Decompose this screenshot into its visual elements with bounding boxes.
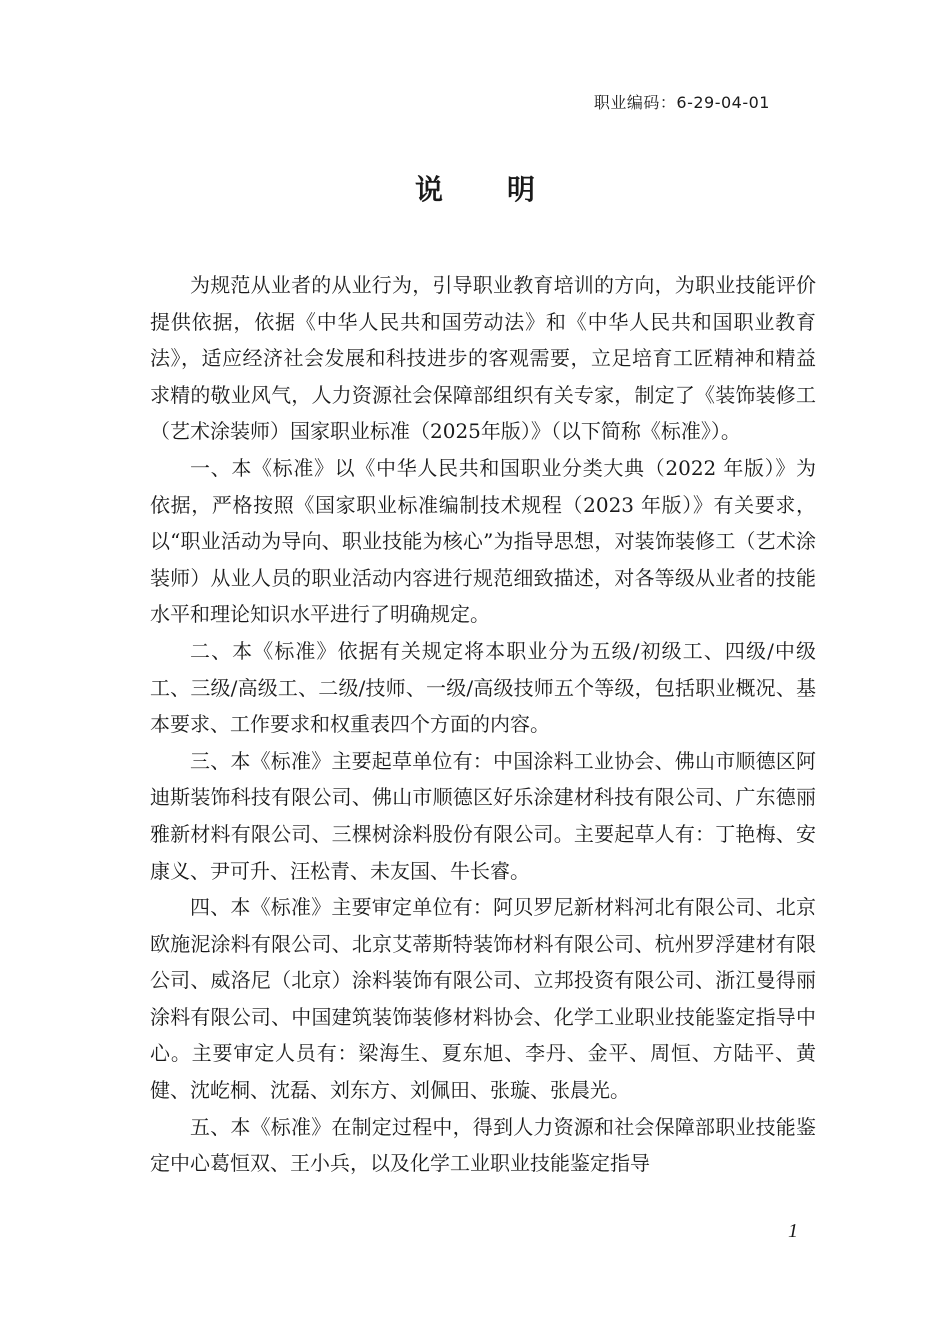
paragraph-intro: 为规范从业者的从业行为，引导职业教育培训的方向，为职业技能评价提供依据，依据《中华人民共和国劳动法》和《中华人民共和国职业教育法》，适应经济社会发展和科技进步的客观需要，立足培育工匠精神和精益求精的敬业风气，人力资源社会保障部组织有关专家，制定了《装饰装修工（艺术涂装师）国家职业标准（2025年版）》（以下简称《标准》）。: [150, 273, 816, 444]
paragraph-4: 四、本《标准》主要审定单位有：阿贝罗尼新材料河北有限公司、北京欧施泥涂料有限公司、北京艾蒂斯特装饰材料有限公司、杭州罗浮建材有限公司、威洛尼（北京）涂料装饰有限公司、立邦投资有限公司、浙江曼得丽涂料有限公司、中国建筑装饰装修材料协会、化学工业职业技能鉴定指导中心。主要审定人员有：梁海生、夏东旭、李丹、金平、周恒、方陆平、黄健、沈屹桐、沈磊、刘东方、刘佩田、张璇、张晨光。: [150, 895, 816, 1103]
title-char-2: 明: [507, 173, 536, 206]
paragraph-1: 一、本《标准》以《中华人民共和国职业分类大典（2022 年版）》为依据，严格按照《国家职业标准编制技术规程（2023 年版）》有关要求，以“职业活动为导向、职业技能为核心”为指导思想，对装饰装修工（艺术涂装师）从业人员的职业活动内容进行规范细致描述，对各等级从业者的技能水平和理论知识水平进行了明确规定。: [150, 455, 816, 627]
document-body: [150, 267, 816, 1182]
page-number: 1: [788, 1220, 798, 1242]
paragraph-3: 三、本《标准》主要起草单位有：中国涂料工业协会、佛山市顺德区阿迪斯装饰科技有限公司、佛山市顺德区好乐涂建材科技有限公司、广东德丽雅新材料有限公司、三棵树涂料股份有限公司。主要起草人有：丁艳梅、安康义、尹可升、汪松青、未友国、牛长睿。: [150, 748, 816, 883]
occupation-code: 职业编码：6-29-04-01: [593, 93, 770, 112]
page-title: [0, 168, 950, 212]
paragraph-2: 二、本《标准》依据有关规定将本职业分为五级/初级工、四级/中级工、三级/高级工、二级/技师、一级/高级技师五个等级，包括职业概况、基本要求、工作要求和权重表四个方面的内容。: [150, 638, 816, 737]
title-char-1: 说: [414, 173, 443, 206]
paragraph-5: 五、本《标准》在制定过程中，得到人力资源和社会保障部职业技能鉴定中心葛恒双、王小兵，以及化学工业职业技能鉴定指导: [150, 1114, 816, 1176]
